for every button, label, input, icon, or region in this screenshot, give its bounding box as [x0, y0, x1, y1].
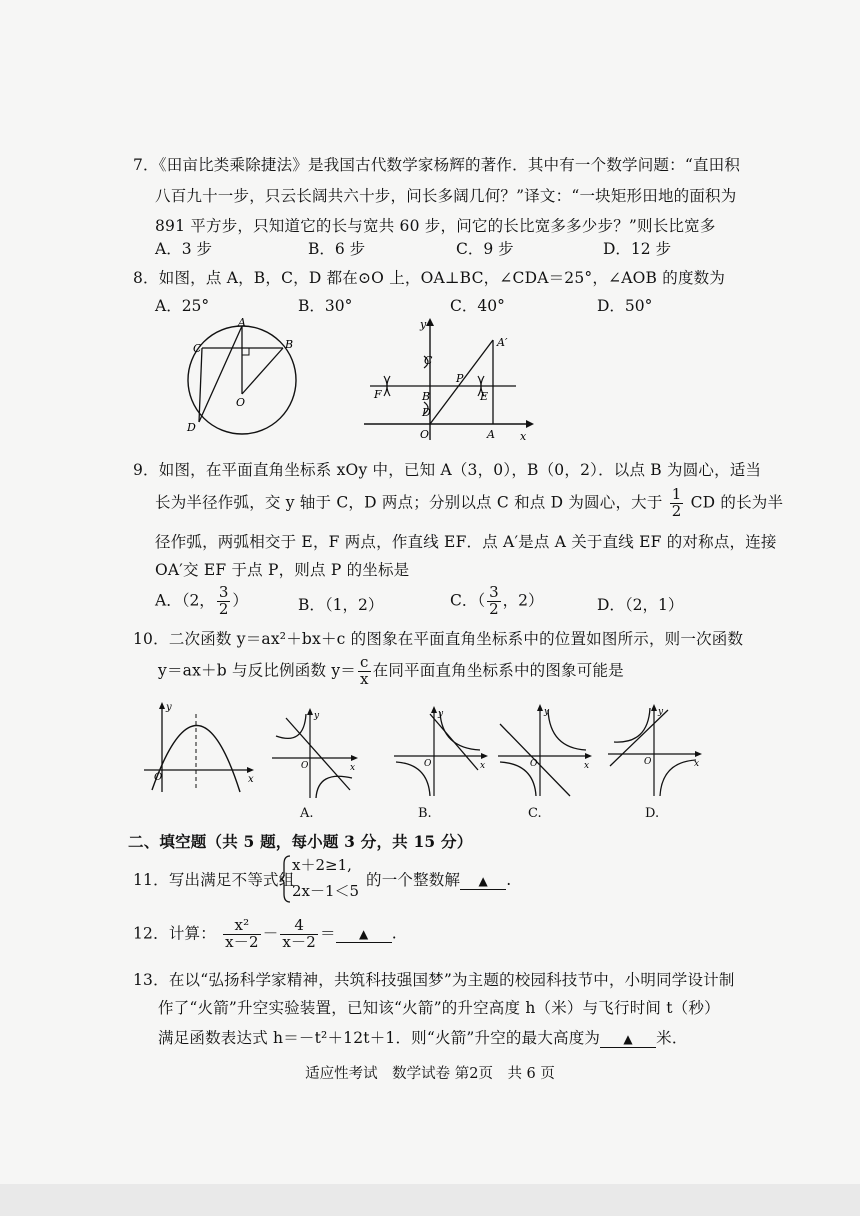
q12-prefix: 12．计算： [133, 924, 216, 943]
q13-line1: 13．在以“弘扬科学家精神，共筑科技强国梦”为主题的校园科技节中，小明同学设计制 [133, 971, 735, 989]
q13-line3-end: 米． [656, 1029, 688, 1047]
q9-line3: 径作弧，两弧相交于 E，F 两点，作直线 EF．点 A′是点 A 关于直线 EF 的对称点，连接 [155, 533, 777, 551]
q9-line2-text-b: CD 的长为半 [690, 493, 784, 512]
q7-line1: 7．《田亩比类乘除捷法》是我国古代数学家杨辉的著作．其中有一个数学问题：“直田积 [133, 156, 741, 174]
q10-c-y-label: y [544, 707, 550, 717]
q11-answer-blank [460, 872, 506, 890]
q10-line2-text-b: 在同平面直角坐标系中的图象可能是 [372, 661, 624, 680]
q12-line [133, 918, 397, 951]
q8-option-b: B．30° [298, 297, 353, 315]
q10-a-origin: O [301, 761, 309, 771]
q9-opt-c-post: ，2） [502, 591, 544, 610]
q8-label-o: O [236, 396, 246, 409]
q10-line1: 10．二次函数 y＝ax²＋bx＋c 的图象在平面直角坐标系中的位置如图所示，则一次函数 [133, 630, 744, 648]
q13-line3-text: 满足函数表达式 h＝－t²＋12t＋1．则“火箭”升空的最大高度为 [158, 1029, 601, 1047]
q10-b-y-label: y [438, 709, 444, 719]
q13-triangle-icon: ▲ [623, 1032, 633, 1046]
q8-option-c: C．40° [450, 297, 505, 315]
q9-label-f: F [374, 388, 382, 401]
q7-line3: 891 平方步，只知道它的长与宽共 60 步，问它的长比宽多多少步？”则长比宽多 [155, 217, 716, 235]
q7-option-d: D．12 步 [603, 240, 672, 258]
q10-parabola-origin: O [154, 772, 163, 783]
q13-answer-blank [600, 1030, 656, 1048]
q9-fraction-half [670, 487, 684, 520]
q12-end: . [391, 924, 397, 943]
q9-opt-c-num: 3 [489, 583, 499, 601]
q10-a-y-label: y [314, 711, 320, 721]
q11-prefix: 11．写出满足不等式组 [133, 871, 295, 889]
q10-c-x-label: x [584, 761, 590, 771]
q10-parabola-graph [140, 700, 260, 796]
q10-line2-text-a: y＝ax＋b 与反比例函数 y＝ [158, 661, 356, 680]
q9-label-e: E [480, 390, 489, 403]
q10-d-origin: O [644, 757, 652, 767]
q8-circle-figure [180, 318, 310, 440]
q9-label-c: C [424, 354, 433, 367]
q13-line2: 作了“火箭”升空实验装置，已知该“火箭”的升空高度 h（米）与飞行时间 t（秒） [158, 999, 720, 1017]
q12-f1-den: x－2 [225, 932, 259, 951]
q7-option-c: C．9 步 [456, 240, 514, 258]
q9-option-d: D．（2，1） [597, 596, 684, 614]
q10-c-origin: O [530, 759, 538, 769]
q11-inequality-1: x＋2≥1, [292, 856, 352, 874]
q9-opt-c-den: 2 [489, 599, 499, 618]
q8-option-d: D．50° [597, 297, 653, 315]
q9-line2 [155, 487, 783, 520]
q10-b-origin: O [424, 759, 432, 769]
q10-graph-label-b: B. [418, 806, 432, 821]
q9-label-d: D [422, 406, 431, 419]
q8-label-a: A [238, 318, 246, 329]
q8-label-d: D [187, 421, 196, 434]
q9-label-o: O [420, 428, 430, 441]
q10-b-x-label: x [480, 761, 486, 771]
q12-f2-num: 4 [280, 918, 318, 935]
q10-graph-d [604, 702, 704, 800]
q8-line1: 8．如图，点 A，B，C，D 都在⊙O 上，OA⊥BC，∠CDA＝25°，∠AOB 的度数为 [133, 269, 726, 287]
q11-triangle-icon: ▲ [478, 874, 488, 888]
q8-label-b: B [285, 338, 294, 351]
q10-d-y-label: y [658, 707, 664, 717]
q10-graph-label-a: A. [300, 806, 314, 821]
q9-label-a: A [487, 428, 495, 441]
q10-parabola-y-label: y [166, 702, 172, 713]
q11-suffix [366, 868, 511, 890]
q9-frac-den: 2 [671, 501, 682, 520]
q9-label-b: B [422, 390, 431, 403]
q8-label-c: C [193, 342, 202, 355]
page-footer: 适应性考试 数学试卷 第2页 共 6 页 [305, 1066, 555, 1082]
q9-label-p: P [456, 372, 464, 385]
q13-line3 [158, 1026, 688, 1048]
q10-parabola-x-label: x [248, 774, 254, 785]
q10-fraction-c-over-x [358, 655, 371, 688]
q9-line2-text-a: 长为半径作弧，交 y 轴于 C，D 两点；分别以点 C 和点 D 为圆心，大于 [155, 493, 663, 512]
q11-end: . [506, 871, 512, 889]
q12-triangle-icon: ▲ [358, 927, 369, 942]
q8-option-a: A．25° [155, 297, 210, 315]
q10-graph-label-d: D. [645, 806, 660, 821]
q7-line2: 八百九十一步，只云长阔共六十步，问长多阔几何？”译文：“一块矩形田地的面积为 [155, 187, 737, 205]
q11-suffix-text: 的一个整数解 [366, 871, 461, 889]
q9-coordinate-figure [360, 316, 540, 446]
q10-frac-num: c [358, 655, 371, 672]
q12-f1-num: x² [223, 918, 261, 935]
q12-answer-blank [336, 925, 392, 943]
q12-equals: ＝ [320, 924, 336, 943]
q10-a-x-label: x [350, 763, 356, 773]
q12-minus: － [262, 924, 279, 943]
q9-line1: 9．如图，在平面直角坐标系 xOy 中，已知 A（3，0），B（0，2）．以点 B 为圆心，适当 [133, 461, 762, 479]
q9-label-x: x [520, 430, 527, 443]
q12-fraction-1 [223, 918, 261, 951]
q10-graph-b [390, 704, 490, 800]
q9-label-a-prime: A′ [497, 336, 508, 349]
q9-opt-a-post: ） [232, 591, 248, 610]
q7-option-b: B．6 步 [308, 240, 366, 258]
q9-opt-a-frac [217, 585, 231, 618]
q10-graph-a [268, 706, 360, 802]
section2-title: 二、填空题（共 5 题，每小题 3 分，共 15 分） [128, 832, 473, 851]
q10-d-x-label: x [694, 759, 700, 769]
q9-opt-a-num: 3 [218, 583, 229, 601]
q11-inequality-2: 2x－1＜5 [292, 882, 360, 900]
bottom-strip [0, 1184, 860, 1216]
q9-opt-c-frac [487, 585, 501, 618]
q10-frac-den: x [359, 669, 369, 688]
q12-f2-den: x－2 [282, 932, 316, 951]
q12-fraction-2 [280, 918, 318, 951]
q7-option-a: A．3 步 [155, 240, 212, 258]
q9-label-y: y [420, 318, 427, 331]
q10-line2 [158, 655, 624, 688]
q9-opt-a-pre: A．（2， [155, 591, 215, 610]
q9-opt-a-den: 2 [218, 599, 229, 618]
q9-frac-num: 1 [671, 485, 682, 503]
q11-brace [278, 854, 292, 904]
q10-graph-c [494, 702, 594, 800]
q9-line4: OA′交 EF 于点 P，则点 P 的坐标是 [155, 561, 410, 579]
q9-opt-c-pre: C．（ [450, 591, 486, 610]
q9-option-a [155, 585, 248, 618]
q9-option-c [450, 585, 544, 618]
q9-option-b: B．（1，2） [298, 596, 384, 614]
q10-graph-label-c: C. [528, 806, 542, 821]
